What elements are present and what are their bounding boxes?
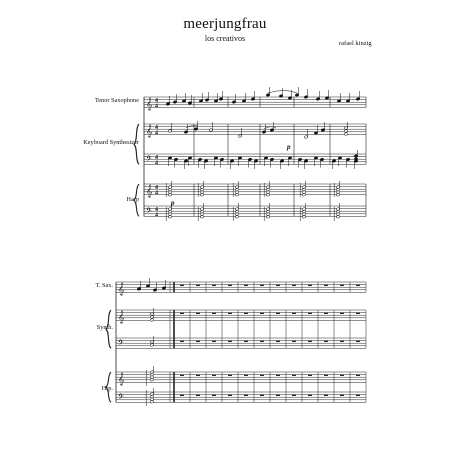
notehead [168,215,172,218]
whole-rest [324,375,328,376]
whole-rest [324,341,328,342]
treble-clef: 𝄞 [146,124,153,138]
time-signature-top: 4 [155,155,158,161]
whole-rest [212,285,216,286]
whole-rest [356,395,360,396]
bass-clef: 𝄢 [146,155,152,166]
notehead [150,318,154,321]
time-signature-bottom: 4 [155,103,158,110]
brace [134,124,139,164]
instrument-label-harp: Harp [126,196,139,203]
notehead [344,132,348,135]
notehead [150,315,154,318]
whole-rest [196,313,200,314]
slur [264,127,276,129]
whole-rest [244,395,248,396]
whole-rest [324,313,328,314]
whole-rest [180,285,184,286]
whole-rest [196,341,200,342]
notehead [344,129,348,132]
arpeggio-mark [146,390,147,406]
whole-rest [324,285,328,286]
dynamic-marking: p [287,143,291,151]
whole-rest [340,285,344,286]
arpeggio-mark [198,183,199,197]
whole-rest [356,285,360,286]
brace [106,310,111,348]
notehead [266,215,270,218]
whole-rest [340,341,344,342]
time-signature-top: 4 [155,207,158,213]
brace [106,372,111,402]
bass-clef: 𝄢 [118,339,124,350]
whole-rest [244,285,248,286]
whole-rest [212,375,216,376]
time-signature-top: 4 [155,185,158,191]
notehead [200,193,204,196]
notehead [150,400,154,403]
time-signature-bottom: 4 [155,212,158,219]
whole-rest [180,313,184,314]
whole-rest [180,341,184,342]
whole-rest [260,395,264,396]
whole-rest [228,285,232,286]
treble-clef: 𝄞 [146,184,153,198]
whole-rest [308,285,312,286]
brace [134,184,139,216]
notehead [168,193,172,196]
whole-rest [356,341,360,342]
whole-rest [292,375,296,376]
whole-rest [260,313,264,314]
time-signature-bottom: 4 [155,160,158,167]
whole-rest [276,313,280,314]
instrument-label-synth-short: Synth. [96,324,113,331]
notehead [266,193,270,196]
notehead [302,193,306,196]
bass-clef: 𝄢 [146,207,152,218]
arpeggio-mark [166,183,167,197]
whole-rest [196,395,200,396]
whole-rest [228,313,232,314]
whole-rest [276,375,280,376]
whole-rest [292,341,296,342]
arpeggio-mark [233,183,234,197]
arpeggio-mark [300,183,301,197]
whole-rest [228,395,232,396]
treble-clef: 𝄞 [118,372,125,386]
treble-clef: 𝄞 [118,282,125,296]
composer-name: rafael kinzig [339,40,372,47]
notehead [336,193,340,196]
notehead [302,215,306,218]
treble-clef: 𝄞 [146,97,153,111]
whole-rest [276,395,280,396]
whole-rest [292,395,296,396]
whole-rest [212,395,216,396]
notehead [235,193,239,196]
whole-rest [180,395,184,396]
system-2 [106,282,366,404]
whole-rest [212,341,216,342]
arpeggio-mark [334,183,335,197]
whole-rest [260,375,264,376]
whole-rest [196,285,200,286]
whole-rest [292,285,296,286]
dynamic-marking: p [171,199,175,207]
time-signature-bottom: 4 [155,130,158,137]
bass-clef: 𝄢 [118,393,124,404]
whole-rest [260,285,264,286]
whole-rest [276,285,280,286]
whole-rest [196,375,200,376]
notehead [150,343,154,346]
whole-rest [340,313,344,314]
whole-rest [180,375,184,376]
whole-rest [244,341,248,342]
notehead [336,215,340,218]
score-title: meerjungfrau [183,16,267,32]
notehead [150,378,154,381]
whole-rest [276,341,280,342]
notehead [235,215,239,218]
treble-clef: 𝄞 [118,310,125,324]
whole-rest [244,313,248,314]
arpeggio-mark [146,370,147,386]
time-signature-top: 4 [155,125,158,131]
notehead [200,215,204,218]
arpeggio-mark [264,183,265,197]
whole-rest [228,375,232,376]
whole-rest [340,375,344,376]
instrument-label-keyboard-synth: Keyboard Synthesizer [83,139,139,146]
whole-rest [212,313,216,314]
whole-rest [308,395,312,396]
whole-rest [340,395,344,396]
instrument-label-tsax-short: T. Sax. [95,282,113,289]
whole-rest [308,313,312,314]
whole-rest [292,313,296,314]
instrument-label-harp-short: Hrp. [101,385,113,392]
whole-rest [244,375,248,376]
whole-rest [324,395,328,396]
whole-rest [308,341,312,342]
time-signature-top: 4 [155,98,158,104]
note-layer [137,87,360,406]
whole-rest [356,313,360,314]
time-signature-bottom: 4 [155,190,158,197]
whole-rest [356,375,360,376]
whole-rest [260,341,264,342]
score-subtitle: los creativos [204,34,246,43]
whole-rest [308,375,312,376]
instrument-label-tenor-sax: Tenor Saxophone [94,97,139,104]
whole-rest [228,341,232,342]
